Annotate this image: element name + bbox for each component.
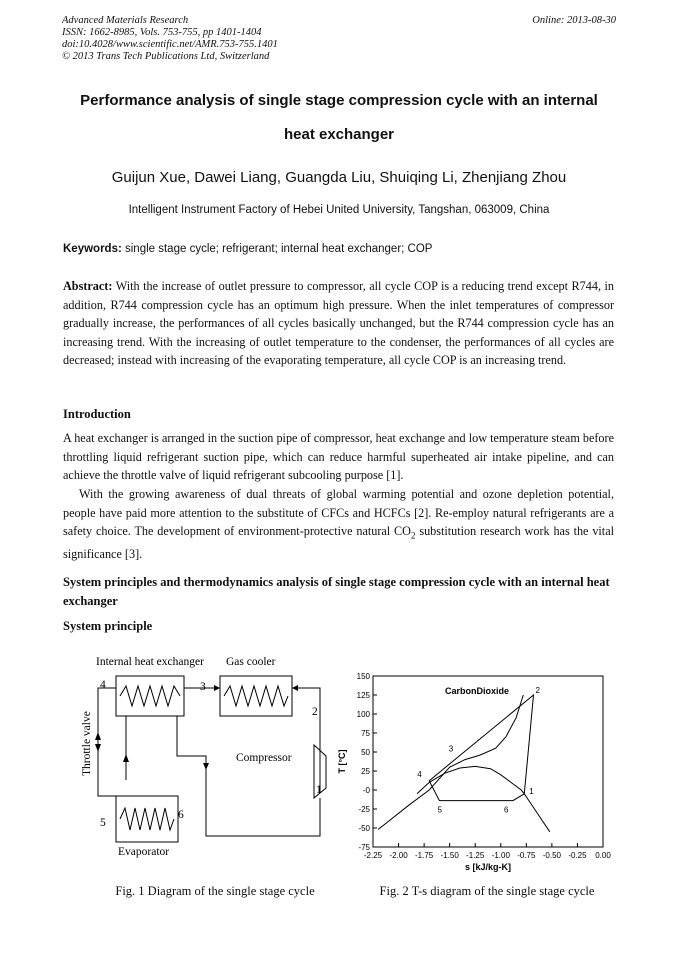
series-line — [524, 794, 550, 832]
valve-top — [95, 732, 101, 740]
evaporator-label: Evaporator — [118, 846, 170, 858]
node-4: 4 — [100, 679, 106, 691]
section-heading: System principles and thermodynamics analysis of single stage compression cycle with an internal heat exchanger — [63, 575, 610, 608]
node-3: 3 — [200, 681, 206, 693]
series-line — [417, 766, 524, 793]
pipe-4 — [98, 688, 116, 796]
y-tick-label: 125 — [356, 691, 370, 700]
gas-cooler-label: Gas cooler — [226, 656, 276, 668]
fig1-caption: Fig. 1 Diagram of the single stage cycle — [115, 884, 315, 898]
cycle-diagram — [70, 648, 340, 878]
arrow-down — [203, 763, 209, 770]
x-tick-label: -0.75 — [517, 851, 536, 860]
y-tick-label: -25 — [358, 805, 370, 814]
intro-paragraph-2 — [63, 485, 614, 564]
evaporator-coil — [120, 808, 174, 830]
y-axis-label: T [°C] — [337, 749, 347, 774]
x-tick-label: -2.25 — [363, 851, 383, 860]
doi: doi:10.4028/www.scientific.net/AMR.753-755.1401 — [62, 39, 278, 50]
intro-p2-text-b: substitution research work has the vital significance [3]. — [63, 524, 614, 562]
intro-p2-text-a: With the growing awareness of dual threats of global warming potential and ozone depletion potential, people have paid more attention to the substitute of CFCs and HCFCs [2]. Re-employ natural refrigerants are a safety choice. The development of environment-protective natural CO — [63, 487, 614, 539]
x-tick-label: -0.25 — [568, 851, 587, 860]
y-tick-label: 75 — [361, 729, 370, 738]
suction-pipe — [177, 716, 320, 836]
y-tick-label: 150 — [356, 672, 370, 681]
x-tick-label: 0.00 — [595, 851, 611, 860]
node-5: 5 — [100, 817, 106, 829]
keywords — [63, 240, 614, 259]
pipe-2 — [292, 688, 320, 793]
intro-heading: Introduction — [63, 407, 131, 421]
intro-paragraph-1: A heat exchanger is arranged in the suction pipe of compressor, heat exchange and low temperature steam before throttling liquid refrigerant suction pipe, which can reduce harmful superheated air intake pipeline, and can achieve the throttle valve of liquid refrigerant subcooling purpose [1]. — [63, 431, 614, 483]
node-2: 2 — [312, 706, 318, 718]
journal-header — [62, 15, 278, 63]
keywords-label: Keywords: — [63, 243, 122, 255]
y-tick-label: -75 — [358, 843, 370, 852]
journal-name: Advanced Materials Research — [62, 15, 189, 26]
copyright: © 2013 Trans Tech Publications Ltd, Switzerland — [62, 51, 270, 62]
y-tick-label: -0 — [362, 786, 370, 795]
y-tick-label: 100 — [356, 710, 370, 719]
state-point-label: 5 — [437, 805, 442, 815]
authors: Guijun Xue, Dawei Liang, Guangda Liu, Shuiqing Li, Zhenjiang Zhou — [111, 169, 567, 186]
intro-p2-subscript: 2 — [410, 530, 416, 541]
online-date: Online: 2013-08-30 — [532, 15, 616, 26]
valve-bottom — [95, 744, 101, 752]
state-point-label: 4 — [417, 769, 422, 779]
ihx-box — [116, 676, 184, 716]
ihx-label: Internal heat exchanger — [96, 656, 204, 668]
plot-frame — [373, 676, 603, 847]
x-tick-label: -2.00 — [389, 851, 408, 860]
subsection-heading: System principle — [63, 619, 153, 633]
x-tick-label: -0.50 — [542, 851, 562, 860]
abstract — [63, 277, 614, 370]
state-point-label: 1 — [529, 786, 534, 796]
issn: ISSN: 1662-8985, Vols. 753-755, pp 1401-1404 — [62, 27, 262, 38]
compressor-label: Compressor — [236, 752, 292, 764]
y-tick-label: -50 — [358, 824, 370, 833]
x-axis-label: s [kJ/kg-K] — [464, 862, 512, 872]
node-1: 1 — [316, 784, 322, 796]
ts-chart — [335, 666, 625, 886]
y-tick-label: 25 — [361, 767, 370, 776]
state-point-label: 3 — [448, 744, 454, 754]
fig2-caption: Fig. 2 T-s diagram of the single stage cycle — [379, 884, 595, 898]
x-tick-label: -1.50 — [440, 851, 459, 860]
series-line — [378, 695, 523, 830]
y-tick-label: 50 — [361, 748, 370, 757]
ihx-coil — [120, 686, 180, 706]
node-6: 6 — [178, 809, 184, 821]
x-tick-label: -1.00 — [491, 851, 510, 860]
x-tick-label: -1.75 — [414, 851, 434, 860]
abstract-text: With the increase of outlet pressure to compressor, all cycle COP is a reducing trend except R744, in addition, R744 compression cycle has an optimum high pressure. When the inlet temperatures of compressor gradually increase, the performances of all cycles basically unchanged, but the R744 compression cycle has an increasing trend. With the increasing of outlet temperature to the condenser, the performances of all cycles are decreased; instead with increasing of the evaporating temperature, all cycle COP is an increasing trend. — [63, 279, 614, 368]
x-tick-label: -1.25 — [466, 851, 485, 860]
abstract-label: Abstract: — [63, 279, 113, 293]
paper-title-line2: heat exchanger — [283, 126, 395, 143]
state-point-label: 2 — [535, 686, 540, 695]
arrow-3 — [214, 685, 220, 691]
chart-title: CarbonDioxide — [445, 686, 510, 696]
state-point-label: 6 — [504, 805, 509, 815]
affiliation: Intelligent Instrument Factory of Hebei United University, Tangshan, 063009, China — [128, 204, 550, 216]
arrow-up — [123, 754, 129, 762]
keywords-text: single stage cycle; refrigerant; internal heat exchanger; COP — [125, 243, 433, 255]
arrow-2 — [292, 685, 298, 691]
valve-label: Throttle valve — [81, 711, 93, 776]
gas-cooler-coil — [224, 686, 288, 706]
paper-title-line1: Performance analysis of single stage compression cycle with an internal — [80, 92, 598, 109]
